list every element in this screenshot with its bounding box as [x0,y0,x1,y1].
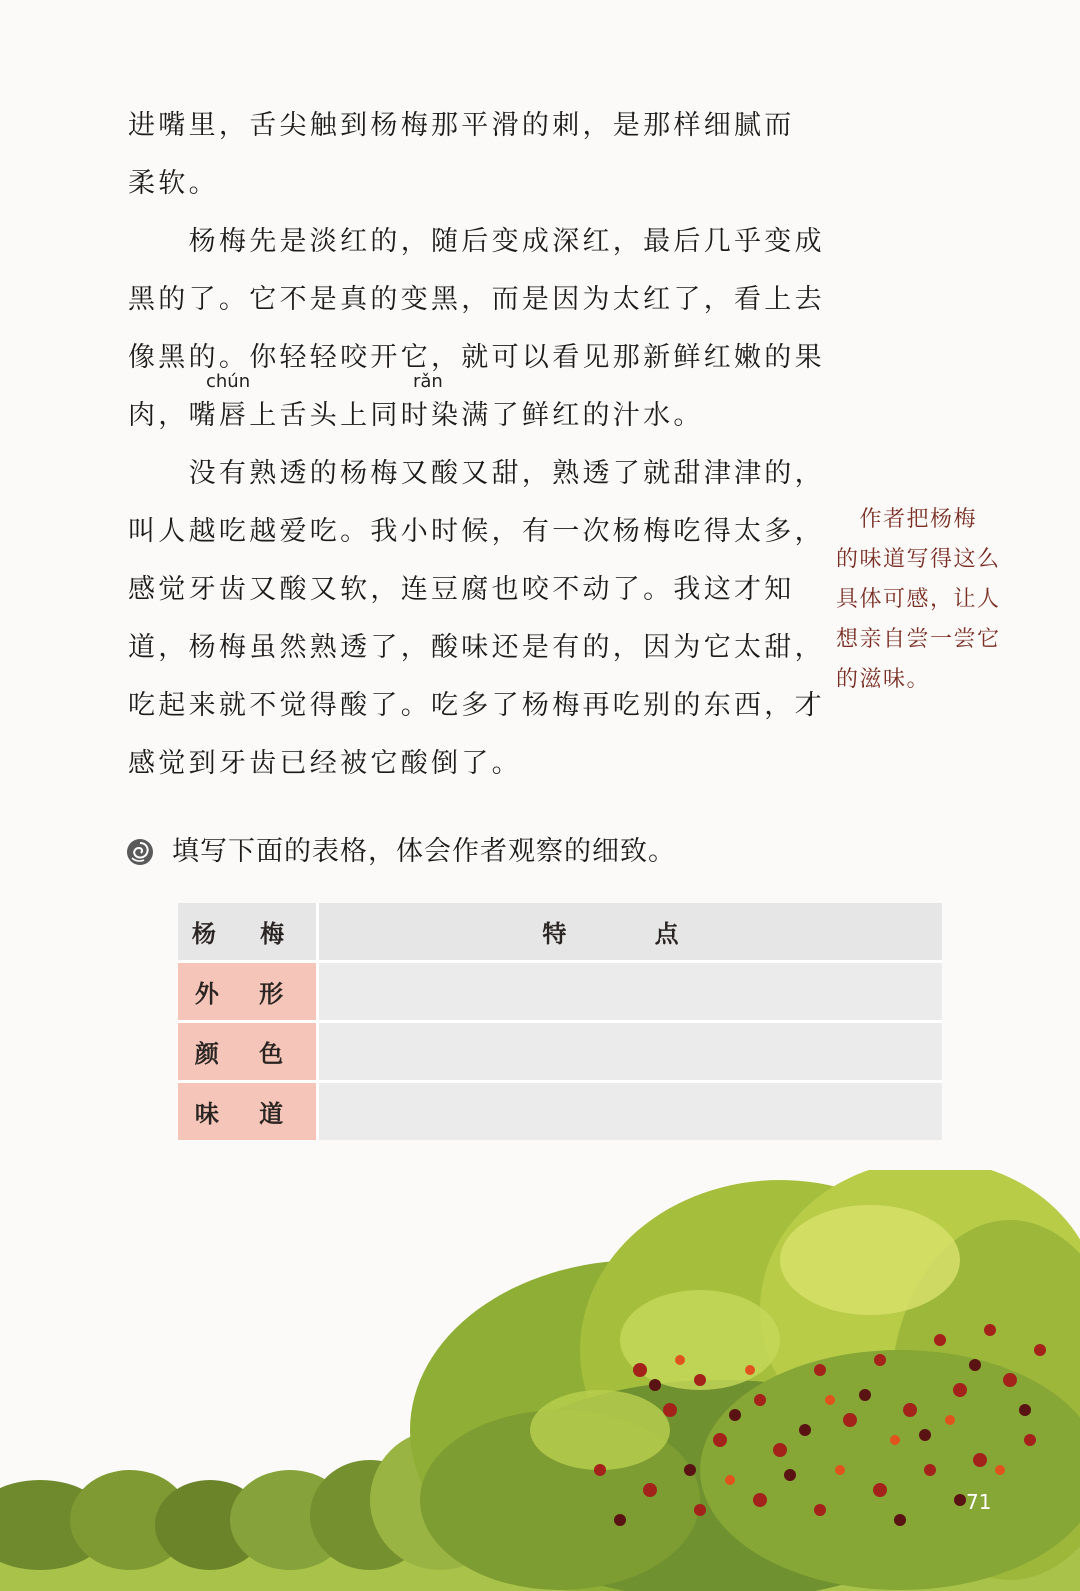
page-number: 71 [966,1490,992,1514]
text-line: 没有熟透的杨梅又酸又甜，熟透了就甜津津的， [128,458,825,489]
text-line: 杨梅先是淡红的，随后变成深红，最后几乎变成 [128,226,825,257]
text-line: 进嘴里，舌尖触到杨梅那平滑的刺，是那样细腻而 [128,110,795,141]
margin-note-line: 具体可感，让人 [836,587,1001,612]
row-label-shape: 外 形 [178,962,318,1022]
text-line: 感觉到牙齿已经被它酸倒了。 [128,748,522,779]
margin-note-line: 想亲自尝一尝它 [836,627,1001,652]
answer-cell-color[interactable] [318,1022,943,1082]
margin-note [836,500,1006,700]
text-line: 感觉牙齿又酸又软，连豆腐也咬不动了。我这才知 [128,574,795,605]
pinyin-chun: chún [206,371,251,392]
margin-note-line: 的味道写得这么 [836,547,1001,572]
table-row [178,1082,942,1141]
text-line: 黑的了。它不是真的变黑，而是因为太红了，看上去 [128,284,825,315]
text-line: 叫人越吃越爱吃。我小时候，有一次杨梅吃得太多， [128,516,825,547]
table-row [178,962,942,1022]
table-header-label: 杨 梅 [178,903,318,962]
text-line: 像黑的。你轻轻咬开它，就可以看见那新鲜红嫩的果 [128,342,825,373]
table-row [178,1022,942,1082]
text-line: 吃起来就不觉得酸了。吃多了杨梅再吃别的东西，才 [128,690,825,721]
row-label-taste: 味 道 [178,1082,318,1141]
text-line: 道，杨梅虽然熟透了，酸味还是有的，因为它太甜， [128,632,825,663]
margin-note-line: 的滋味。 [836,667,931,692]
answer-cell-shape[interactable] [318,962,943,1022]
table-header-row [178,903,942,962]
fill-in-table [178,903,942,1140]
pinyin-ran: rǎn [413,371,443,392]
answer-cell-taste[interactable] [318,1082,943,1141]
table-header-label: 特 点 [318,903,943,962]
bayberry-tree-illustration [0,1170,1080,1591]
row-label-color: 颜 色 [178,1022,318,1082]
instruction-text: 填写下面的表格，体会作者观察的细致。 [172,836,676,867]
text-line: 肉，嘴唇上舌头上同时染满了鲜红的汁水。 [128,400,704,431]
swirl-icon [126,838,154,866]
margin-note-line: 作者把杨梅 [836,507,978,532]
text-line: 柔软。 [128,168,219,199]
